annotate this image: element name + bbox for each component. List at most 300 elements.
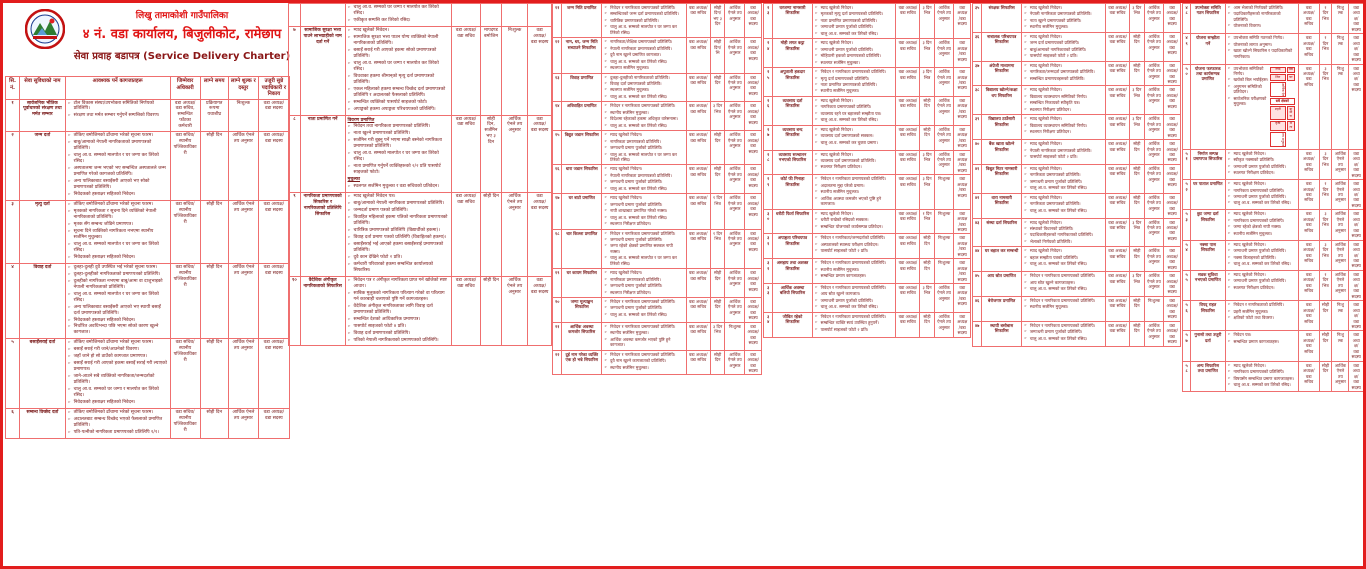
document-item: ➢ आर्थिक अवस्था कमजोर भएको पुष्टि हुने कागजात। bbox=[815, 196, 894, 207]
document-item: ➢ स्थलगत निरीक्षण प्रतिवेदन। bbox=[1228, 170, 1296, 175]
time-required-cell: ३ दिन भित्र bbox=[710, 102, 725, 131]
row-number-cell: १० bbox=[289, 276, 301, 346]
complaint-authority-cell: वडा अध्यक्ष/वडा सदस्य bbox=[1349, 361, 1364, 391]
document-item: ➢ नेपाली नागरिकता प्रमाणपत्रको प्रतिलिपि। bbox=[604, 173, 684, 178]
document-item: ➢ अदालतबाट सम्बन्ध विच्छेद भएको फैसलाको प्रमाणित प्रतिलिपि। bbox=[68, 417, 168, 429]
document-item: ➢ दुवै कान देखिने फोटो २ प्रति। bbox=[348, 255, 450, 261]
responsible-officer-cell: वडा अध्यक्ष/वडा सचिव bbox=[452, 115, 481, 193]
row-number-cell: ३३ bbox=[764, 284, 773, 313]
document-item: ➢ नक्सा डिजाइनको प्रतिलिपि। bbox=[1228, 255, 1296, 260]
document-item: ➢ स्थलगत निरीक्षण प्रतिवेदन। bbox=[1228, 285, 1296, 290]
municipality-name: लिखु तामाकोशी गाउँपालिका bbox=[135, 11, 229, 21]
document-item: ➢ निवेदन तथा नागरिकता प्रमाणपत्रको प्रतिलिपि। bbox=[348, 124, 450, 130]
service-row bbox=[1183, 301, 1364, 331]
row-number-cell: ४ bbox=[6, 263, 20, 339]
document-item: ➢ चालु आ.व. सम्मको कर तिरेको रसिद। bbox=[604, 215, 684, 220]
document-item: ➢ जग्गा रहेको क्षेत्रको नापी नक्सा। bbox=[1228, 224, 1296, 229]
column-header: लाग्ने समय bbox=[200, 77, 228, 100]
document-item: ➢ चालु आ.व. सम्मको कर तिरेको रसिद। bbox=[815, 117, 894, 122]
service-name-cell: विपद् राहत सिफारिस bbox=[1191, 301, 1225, 331]
documents-cell bbox=[812, 125, 896, 150]
complaint-authority-cell: वडा अध्यक्ष/वडा सदस्य bbox=[1164, 86, 1181, 115]
fee-cell: आर्थिक ऐनले तय अनुसार bbox=[1144, 164, 1164, 193]
responsible-officer-cell: वडा अध्यक्ष/वडा सचिव bbox=[452, 276, 481, 346]
service-table-body bbox=[764, 4, 971, 338]
row-number-cell: २४ bbox=[764, 39, 773, 68]
documents-cell bbox=[602, 4, 687, 38]
row-number-cell: ८ bbox=[289, 115, 301, 193]
complaint-authority-cell: वडा अध्यक्ष/वडा सदस्य bbox=[745, 73, 762, 102]
time-required-cell: सोही दिन bbox=[710, 131, 725, 165]
document-item: ➢ चालु आ.व. सम्मको कर तिरेको रसिद। bbox=[815, 31, 894, 36]
document-item: ➢ प्रहरी सर्जमिन मुचुल्का। bbox=[1228, 309, 1296, 314]
document-item: ➢ जग्गाधनी प्रमाण पुर्जाको प्रतिलिपि। bbox=[1228, 278, 1296, 283]
document-item: ➢ स्थलगत निरीक्षण प्रतिवेदन। bbox=[604, 290, 684, 295]
document-item: ➢ आय स्रोत खुल्ने कागजातहरू। bbox=[1024, 280, 1103, 285]
document-item: ➢ चालु आ.व. सम्मको कर तिरेको रसिद। bbox=[1228, 382, 1296, 387]
responsible-officer-cell: वडा अध्यक्ष/वडा सचिव bbox=[896, 4, 920, 39]
service-row bbox=[764, 312, 971, 337]
responsible-officer-cell: वडा अध्यक्ष/वडा सचिव bbox=[686, 4, 710, 38]
document-item: ➢ पतिको नेपाली नागरिकताको प्रमाणपत्रको प्रतिलिपि। bbox=[348, 338, 450, 344]
complaint-authority-cell: वडा अध्यक्ष/वडा सदस्य bbox=[745, 298, 762, 323]
document-item: ➢ म्याद खुलेको निवेदन। bbox=[604, 166, 684, 171]
document-item: ➢ साबिक मुलुकको नागरिकता परित्याग गरेको वा परित्याग गर्न कारबाही चलाएको पुष्टि गर्ने कागजातहरू। bbox=[348, 291, 450, 303]
responsible-officer-cell: वडा अध्यक्ष/वडा सचिव bbox=[686, 269, 710, 298]
fee-rate-rotated-label: आर्थिक ऐन bbox=[1270, 82, 1286, 97]
responsible-officer-cell: वडा अध्यक्ष/वडा सचिव bbox=[1298, 149, 1319, 179]
document-item: ➢ म्याद खुलेको निवेदन। bbox=[1024, 220, 1103, 225]
fee-cell: आर्थिक ऐनले तय अनुसार bbox=[725, 4, 745, 38]
row-number-cell: ११ bbox=[553, 4, 562, 38]
document-item: ➢ म्याद खुलेको निवेदन। bbox=[1228, 211, 1296, 216]
row-number-cell: ५७ bbox=[1183, 331, 1191, 361]
fee-cell: निःशुल्क bbox=[725, 322, 745, 350]
document-item: ➢ म्याद खुलेको निवेदन। bbox=[348, 28, 450, 34]
document-item: ➢ निवेदन र नागरिकता प्रमाणपत्रको प्रतिलिपि। bbox=[604, 299, 684, 304]
document-item: ➢ जग्गाधनी प्रमाण पुर्जाको प्रतिलिपि। bbox=[604, 202, 684, 207]
document-item: ➢ सूचना दिने व्यक्तिको नागरिकता नभएमा स्थानीय सर्जमिन मुचुल्का। bbox=[68, 229, 168, 241]
complaint-authority-cell: वडा अध्यक्ष/वडा सदस्य bbox=[1164, 321, 1181, 346]
documents-cell bbox=[602, 38, 687, 73]
row-number-cell: ५५ bbox=[1183, 270, 1191, 300]
service-name-cell: संस्था दर्ता सिफारिस bbox=[982, 218, 1022, 247]
responsible-officer-cell: वडा अध्यक्ष/वडा सचिव bbox=[1298, 180, 1319, 210]
complaint-authority-cell: वडा अध्यक्ष/वडा सदस्य bbox=[745, 322, 762, 350]
document-item: ➢ आम भेलाको निर्णयको प्रतिलिपि। bbox=[1228, 5, 1296, 10]
document-item: ➢ नापी शाखाबाट प्रमाणित गरेको नक्सा। bbox=[604, 208, 684, 213]
service-name-cell: असहाय तथा अशक्त सिफारिस bbox=[773, 259, 812, 284]
documents-cell bbox=[1021, 32, 1105, 61]
service-row bbox=[553, 38, 762, 73]
ward-office-name: ४ नं. वडा कार्यालय, बिजुलीकोट, रामेछाप bbox=[82, 27, 282, 42]
documents-cell bbox=[602, 322, 687, 350]
service-name-cell: घर बाटो प्रमाणित bbox=[562, 194, 602, 229]
responsible-officer-cell: वडा अध्यक्ष/वडा सचिव, सम्बन्धित फाँटका कर्मचारी bbox=[170, 99, 200, 132]
document-item: ➢ अस्पतालको स्वास्थ्य परीक्षण प्रतिवेदन। bbox=[815, 242, 894, 247]
document-item: ➢ अदालतमा मुद्दा परेको प्रमाण। bbox=[815, 183, 894, 188]
complaint-authority-cell: वडा अध्यक्ष/वडा सदस्य bbox=[258, 99, 289, 132]
responsible-officer-cell: वडा अध्यक्ष/वडा सचिव bbox=[896, 150, 920, 175]
fee-rate-cell: शहरी bbox=[1270, 106, 1286, 120]
time-required-cell: सोही दिन bbox=[920, 234, 934, 259]
service-name-cell: धरौटी फिर्ता सिफारिस bbox=[773, 209, 812, 234]
fee-cell: आर्थिक ऐनले तय अनुसार bbox=[1332, 180, 1349, 210]
column-header: सि.नं. bbox=[6, 77, 20, 100]
time-required-cell: ३ दिन भित्र bbox=[920, 150, 934, 175]
row-number-cell: ४२ bbox=[973, 193, 982, 218]
documents-subheading: विवरण प्रमाणित bbox=[347, 117, 375, 123]
documents-cell bbox=[345, 193, 452, 277]
service-row bbox=[973, 247, 1181, 272]
document-item: ➢ स्थलगत निरीक्षण प्रतिवेदन। bbox=[815, 164, 894, 169]
documents-cell bbox=[602, 102, 687, 131]
fee-cell: निःशुल्क bbox=[228, 99, 258, 132]
document-item: ➢ पासपोर्ट साइजको फोटो २ प्रति। bbox=[815, 248, 894, 253]
service-row bbox=[973, 321, 1181, 346]
document-item: ➢ जग्गाधनी प्रमाण पुर्जाको प्रतिलिपि। bbox=[1228, 164, 1296, 169]
document-item: ➢ जन्मदर्ता प्रमाण पत्रको प्रतिलिपि। bbox=[348, 208, 450, 214]
row-number-cell: १२ bbox=[553, 38, 562, 73]
service-row bbox=[553, 350, 762, 375]
service-row bbox=[973, 140, 1181, 165]
documents-cell bbox=[812, 209, 896, 234]
documents-cell bbox=[812, 68, 896, 97]
service-name-cell: सामाजिक सुरक्षा भत्ता पाउने लाभग्राहीको नाम दर्ता गर्ने bbox=[300, 26, 345, 115]
complaint-authority-cell: वडा अध्यक्ष/वडा सदस्य bbox=[1164, 140, 1181, 165]
document-item: ➢ नाता प्रमाणित प्रमाणपत्रको प्रतिलिपि। bbox=[815, 82, 894, 87]
fee-cell: निःशुल्क bbox=[934, 209, 954, 234]
documents-cell bbox=[1225, 149, 1298, 179]
fee-cell: आर्थिक ऐनले तय अनुसार bbox=[934, 312, 954, 337]
document-item: ➢ निवेदन र नागरिकता प्रमाणपत्रको प्रतिलिपि। bbox=[815, 176, 894, 181]
service-name-cell: धारा जडान सिफारिस bbox=[562, 165, 602, 194]
document-item: ➢ म्याद खुलेको निवेदन। bbox=[1024, 87, 1103, 92]
time-required-cell: सोही दिन bbox=[1319, 331, 1332, 361]
service-row bbox=[764, 175, 971, 209]
service-name-cell: नागरिकता प्रमाणपत्रको सिफारिस र नागरिकताको प्रतिलिपि सिफारिस bbox=[300, 193, 345, 277]
document-item: ➢ सम्बन्धित व्यक्तिको पासपोर्ट साइजको फोटो। bbox=[348, 100, 450, 106]
document-item: ➢ निवेदन पत्र र अंगीकृत नागरिकता प्राप्त गर्न खोजेको स्पष्ट आधार। bbox=[348, 278, 450, 290]
document-item: ➢ निवेदकको हस्ताक्षर सहितको निवेदन। bbox=[68, 400, 168, 406]
document-item: ➢ बसाइँ सराई गरी आएको हकमा सोको प्रमाणपत्रको प्रतिलिपि। bbox=[348, 48, 450, 60]
row-number-cell: ४८ bbox=[1183, 4, 1191, 34]
document-item: ➢ म्याद खुलेको निवेदन पत्र। bbox=[348, 194, 450, 200]
fee-cell: आर्थिक ऐनले तय अनुसार bbox=[1144, 193, 1164, 218]
fee-cell: निःशुल्क bbox=[1332, 64, 1349, 149]
time-required-cell: १ दिन भित्र bbox=[1319, 180, 1332, 210]
document-item: ➢ चालु आ.व. सम्मको मालपोत र घर जग्गा कर तिरेको रसिद। bbox=[68, 292, 168, 304]
document-item: ➢ विषयसँग सम्बन्धित प्रमाण कागजातहरू। bbox=[1228, 376, 1296, 381]
service-row bbox=[553, 165, 762, 194]
time-required-cell: सोही दिन bbox=[1130, 321, 1145, 346]
responsible-officer-cell: वडा अध्यक्ष/वडा सचिव bbox=[686, 298, 710, 323]
document-item: ➢ स्थलगत सर्जमिन मुचुल्का। bbox=[815, 60, 894, 65]
complaint-authority-cell: वडा अध्यक्ष/वडा सदस्य bbox=[954, 39, 971, 68]
fee-cell: आर्थिक ऐनले तय अनुसार bbox=[228, 132, 258, 201]
time-required-cell: सोही दिन bbox=[480, 276, 501, 346]
document-item: ➢ नागरिकता प्रमाणपत्रको प्रतिलिपि। bbox=[604, 277, 684, 282]
document-item: ➢ मृत्यु दर्ता प्रमाणपत्रको प्रतिलिपि। bbox=[815, 76, 894, 81]
document-item: ➢ जहाँ जाने हो सो ठाउँको कागजात प्रमाणपत्र। bbox=[68, 354, 168, 360]
service-name-cell: उपभोक्ता समिति गठन सिफारिस bbox=[1191, 4, 1225, 34]
document-item: ➢ जग्गाधनी प्रमाण पुर्जाको प्रतिलिपि। bbox=[1024, 179, 1103, 184]
responsible-officer-cell: वडा सचिव/स्थानीय पञ्जिकाधिकारी bbox=[170, 263, 200, 339]
document-item: ➢ म्याद खुलेको निवेदन। bbox=[815, 127, 894, 132]
document-item: ➢ मृतक सँग सम्बन्ध जोडिने प्रमाणपत्र। bbox=[68, 222, 168, 228]
time-required-cell: ३ दिन भित्र bbox=[920, 284, 934, 313]
row-number-cell: २ bbox=[6, 132, 20, 201]
service-name-cell: मोही लगत कट्टा सिफारिस bbox=[773, 39, 812, 68]
fee-rate-cell: नगद bbox=[1270, 67, 1286, 74]
fee-cell: आर्थिक ऐनले तय अनुसार bbox=[725, 102, 745, 131]
document-item: ➢ चालु आ.व. सम्मको मालपोत र घर जग्गा कर तिरेको रसिद। bbox=[348, 151, 450, 163]
service-row bbox=[553, 4, 762, 38]
fee-rate-cell: जिन bbox=[1270, 74, 1286, 81]
service-name-cell: गुनासो तथा उजुरी दर्ता bbox=[1191, 331, 1225, 361]
document-item: ➢ पासपोर्ट साइजको फोटो २ प्रति। bbox=[815, 327, 894, 332]
complaint-authority-cell: वडा अध्यक्ष/वडा सदस्य bbox=[1349, 149, 1364, 179]
time-required-cell: सोही दिन bbox=[710, 165, 725, 194]
document-item: ➢ विवाह दर्ता प्रमाणपत्रको प्रतिलिपि। bbox=[604, 81, 684, 86]
documents-cell bbox=[812, 234, 896, 259]
document-item: ➢ म्याद खुलेको निवेदन। bbox=[1228, 181, 1296, 186]
document-item: ➢ विद्यालय व्यवस्थापन समितिको निर्णय। bbox=[1024, 123, 1103, 128]
time-required-cell: सोही दिन bbox=[710, 73, 725, 102]
service-name-cell: निर्माण सम्पन्न प्रमाणपत्र सिफारिस bbox=[1191, 149, 1225, 179]
document-item: ➢ खाता खोल्ने सिफारिस र पदाधिकारीको नागरिकता। bbox=[1228, 48, 1296, 59]
service-row bbox=[764, 39, 971, 68]
document-item: ➢ योजनाको विवरण। bbox=[1228, 23, 1296, 28]
complaint-authority-cell: वडा अध्यक्ष/वडा सदस्य bbox=[954, 259, 971, 284]
document-item: ➢ जग्गाधनी प्रमाण पुर्जाको प्रतिलिपि। bbox=[604, 145, 684, 150]
document-item: ➢ निवेदन र नागरिकता प्रमाणपत्रको प्रतिलिपि। bbox=[815, 260, 894, 265]
document-item: ➢ अन्य पालिकाबाट बसाइँसरी आएको भए सोको प्रमाणपत्रको प्रतिलिपि। bbox=[68, 179, 168, 191]
document-item: ➢ चालु आ.व. सम्मको कर तिरेको रसिद। bbox=[1024, 261, 1103, 266]
service-name-cell: अपुताली हकदार सिफारिस bbox=[773, 68, 812, 97]
responsible-officer-cell: वडा अध्यक्ष/वडा सचिव bbox=[896, 68, 920, 97]
document-item: ➢ सम्बन्धित प्रमाणपत्रहरूको प्रतिलिपि। bbox=[1024, 76, 1103, 81]
fee-cell: निःशुल्क bbox=[502, 26, 528, 115]
time-required-cell: सोही दिन, सर्जमिन भए ३ दिन bbox=[480, 115, 501, 193]
complaint-authority-cell: वडा अध्यक्ष/वडा सदस्य bbox=[1349, 331, 1364, 361]
service-row bbox=[6, 339, 290, 409]
document-item: ➢ निवेदन र नागरिकता प्रमाणपत्रको प्रतिलिपि। bbox=[1024, 298, 1103, 303]
responsible-officer-cell: वडा अध्यक्ष/वडा सचिव bbox=[1106, 32, 1130, 61]
documents-cell bbox=[1021, 164, 1105, 193]
time-required-cell: ३ दिन भित्र bbox=[920, 39, 934, 68]
documents-cell bbox=[602, 269, 687, 298]
service-name-cell: जन्म दर्ता bbox=[20, 132, 65, 201]
responsible-officer-cell: वडा अध्यक्ष/वडा सचिव bbox=[896, 209, 920, 234]
complaint-authority-cell: वडा अध्यक्ष/वडा सदस्य bbox=[258, 201, 289, 264]
responsible-officer-cell: वडा अध्यक्ष/वडा सचिव bbox=[1298, 34, 1319, 64]
service-table-body bbox=[1183, 4, 1364, 392]
document-item: ➢ दुलहा-दुलहीको नागरिकताको प्रतिलिपि। bbox=[604, 75, 684, 80]
document-item: ➢ स्थानीय सर्जमिन मुचुल्का। bbox=[1024, 304, 1103, 309]
document-item: ➢ स्वीकृत नक्साको प्रतिलिपि। bbox=[1228, 157, 1296, 162]
row-number-cell: २५ bbox=[764, 68, 773, 97]
complaint-authority-cell: वडा अध्यक्ष/वडा सदस्य bbox=[954, 125, 971, 150]
document-item: ➢ सम्बन्धितको जन्म दर्ता प्रमाणपत्रको प्रतिलिपि। bbox=[604, 11, 684, 16]
fee-cell: आर्थिक ऐनले तय अनुसार bbox=[1144, 247, 1164, 272]
documents-cell bbox=[1021, 140, 1105, 165]
responsible-officer-cell: वडा अध्यक्ष/वडा सचिव bbox=[1298, 64, 1319, 149]
responsible-officer-cell: वडा अध्यक्ष/वडा सचिव bbox=[1106, 218, 1130, 247]
row-number-cell: ३२ bbox=[764, 259, 773, 284]
service-row bbox=[973, 164, 1181, 193]
row-number-cell: ७ bbox=[289, 26, 301, 115]
time-required-cell: सोही दिन bbox=[920, 96, 934, 125]
service-name-cell: घर कायम सिफारिस bbox=[562, 269, 602, 298]
document-item: ➢ जग्गाधनी प्रमाण पुर्जाको प्रतिलिपि। bbox=[604, 237, 684, 242]
fee-cell: आर्थिक ऐनले तय अनुसार bbox=[725, 38, 745, 73]
fee-cell: आर्थिक ऐनले तय अनुसार bbox=[228, 263, 258, 339]
documents-cell bbox=[812, 4, 896, 39]
document-item: ➢ म्याद खुलेको निवेदन। bbox=[1228, 363, 1296, 368]
service-table-body bbox=[973, 4, 1181, 347]
document-item: ➢ चालु आ.व. सम्मको घर जग्गा र मालपोत कर तिरेको रसिद। bbox=[68, 387, 168, 399]
document-item: ➢ दुलहा-दुलही दुवै उपस्थित भई भरेको सूचना फारम। bbox=[68, 265, 168, 271]
row-number-cell: १३ bbox=[553, 73, 562, 102]
row-number-cell: २१ bbox=[553, 322, 562, 350]
documents-cell bbox=[602, 350, 687, 375]
responsible-officer-cell: वडा अध्यक्ष/वडा सचिव bbox=[686, 38, 710, 73]
time-required-cell: प्रक्रियागत रूपमा यथाशीघ्र bbox=[200, 99, 228, 132]
document-item: ➢ म्याद खुलेको निवेदन। bbox=[815, 211, 894, 216]
fee-cell: आर्थिक ऐनले तय अनुसार bbox=[1144, 115, 1164, 140]
charter-column-1 bbox=[5, 76, 290, 564]
responsible-officer-cell: वडा अध्यक्ष/वडा सचिव bbox=[686, 322, 710, 350]
complaint-authority-cell: वडा अध्यक्ष/वडा सदस्य bbox=[745, 102, 762, 131]
document-item: ➢ एकल महिलाको हकमा सम्बन्ध विच्छेद दर्ता प्रमाणपत्रको प्रतिलिपि र अदालतको फैसलाको प्रतिलिपि। bbox=[348, 87, 450, 99]
service-name-cell: विवाह दर्ता bbox=[20, 263, 65, 339]
service-row bbox=[973, 193, 1181, 218]
time-required-cell bbox=[480, 4, 501, 27]
fee-cell: निःशुल्क bbox=[934, 234, 954, 259]
fee-rate-cell: कृषि bbox=[1270, 121, 1286, 131]
document-item: ➢ म्याद खुलेको निवेदन। bbox=[1024, 63, 1103, 68]
service-name-cell: आय स्रोत प्रमाणित bbox=[982, 272, 1022, 297]
documents-cell bbox=[812, 312, 896, 337]
fee-cell: आर्थिक ऐनले तय अनुसार bbox=[725, 73, 745, 102]
document-item: ➢ मोहियानी हकको प्रमाणपत्रको प्रतिलिपि। bbox=[815, 53, 894, 58]
time-required-cell: ३ दिन भित्र bbox=[1130, 4, 1145, 33]
documents-cell bbox=[602, 73, 687, 102]
service-name-cell: बैंक खाता खोल्ने सिफारिस bbox=[982, 140, 1022, 165]
row-number-cell: ४९ bbox=[1183, 34, 1191, 64]
complaint-authority-cell: वडा अध्यक्ष/वडा सदस्य bbox=[1349, 34, 1364, 64]
service-table bbox=[972, 3, 1181, 347]
complaint-authority-cell: वडा अध्यक्ष/वडा सदस्य bbox=[745, 350, 762, 375]
fee-cell: आर्थिक ऐनले तय अनुसार bbox=[1332, 149, 1349, 179]
document-item: ➢ नाता प्रमाणित गर्नुपर्ने व्यक्तिहरूको २/२ प्रति पासपोर्ट साइजको फोटो। bbox=[348, 164, 450, 176]
document-item: ➢ विवाहित महिलाको हकमा पतिको नागरिकता प्रमाणपत्रको प्रतिलिपि। bbox=[348, 215, 450, 227]
document-item: ➢ जन्म दर्ता प्रमाणपत्रको प्रतिलिपि। bbox=[1024, 40, 1103, 45]
documents-cell bbox=[1021, 218, 1105, 247]
time-required-cell: १ दिन भित्र bbox=[710, 194, 725, 229]
service-name-cell: योजना सम्झौता गर्ने bbox=[1191, 34, 1225, 64]
responsible-officer-cell: वडा अध्यक्ष/वडा सचिव bbox=[896, 175, 920, 209]
document-item: ➢ पासपोर्ट साइजको फोटो २ प्रति। bbox=[1024, 154, 1103, 159]
complaint-authority-cell: वडा अध्यक्ष/वडा सदस्य bbox=[954, 150, 971, 175]
service-row bbox=[553, 131, 762, 165]
document-item: ➢ नाता खुल्ने प्रमाणपत्रको प्रतिलिपि। bbox=[1024, 18, 1103, 23]
document-item: ➢ नागरिकता प्रमाणपत्रको प्रतिलिपि। bbox=[1024, 172, 1103, 177]
time-required-cell: ३ दिन भित्र bbox=[1130, 115, 1145, 140]
responsible-officer-cell: वडा अध्यक्ष/वडा सचिव bbox=[686, 73, 710, 102]
complaint-authority-cell: वडा अध्यक्ष/वडा सदस्य bbox=[1164, 247, 1181, 272]
row-number-cell: ५२ bbox=[1183, 180, 1191, 210]
time-required-cell: सोही दिन bbox=[1319, 301, 1332, 331]
service-table bbox=[1182, 3, 1364, 392]
time-required-cell: ३ दिन भित्र bbox=[1130, 272, 1145, 297]
service-row bbox=[6, 99, 290, 132]
time-required-cell: सोही दिन bbox=[1130, 61, 1145, 86]
fee-cell: आर्थिक ऐनले तय अनुसार bbox=[725, 298, 745, 323]
documents-cell bbox=[65, 339, 170, 409]
document-item: ➢ स्थानीय सर्जमिन मुचुल्का। bbox=[1024, 24, 1103, 29]
fee-cell: निःशुल्क bbox=[934, 259, 954, 284]
document-item: ➢ नागरिकता प्रमाणपत्रको प्रतिलिपि। bbox=[1228, 188, 1296, 193]
document-item: ➢ निवेदन र नागरिकता प्रमाणपत्रको प्रतिलिपि। bbox=[815, 285, 894, 290]
document-item: ➢ स्थलगत सर्जमिन मुचुल्का। bbox=[604, 87, 684, 92]
document-item: ➢ जग्गाधनी प्रमाण पुर्जाको प्रतिलिपि। bbox=[1228, 194, 1296, 199]
document-item: ➢ बाबु/आमाको नेपाली नागरिकता प्रमाणपत्रको प्रतिलिपि। bbox=[348, 201, 450, 207]
time-required-cell: ३ दिन भित्र bbox=[920, 4, 934, 39]
column-header: सेवा सुविधाको नाम bbox=[20, 77, 65, 100]
complaint-authority-cell: वडा अध्यक्ष/वडा सदस्य bbox=[1164, 115, 1181, 140]
row-number-cell: ३७ bbox=[973, 61, 982, 86]
document-item: ➢ चारित्रिक प्रमाणपत्रको प्रतिलिपि (विद्यार्थीको हकमा)। bbox=[348, 228, 450, 234]
service-row bbox=[973, 61, 1181, 86]
document-item: ➢ स्थलगत सर्जमिन मुचुल्का र वडा सचिवको प्रतिवेदन। bbox=[348, 184, 450, 190]
documents-cell bbox=[65, 132, 170, 201]
fee-cell: आर्थिक ऐनले तय अनुसार bbox=[1144, 321, 1164, 346]
document-item: ➢ पदाधिकारीहरूको नागरिकताको प्रतिलिपि। bbox=[1228, 11, 1296, 22]
service-row bbox=[1183, 210, 1364, 240]
document-item: ➢ पासपोर्ट साइजको फोटो २ प्रति। bbox=[1024, 53, 1103, 58]
document-item: ➢ सर्जमिन गरी बुझ्नु पर्ने भएमा साक्षी बस्नेको नागरिकता प्रमाणपत्रको प्रतिलिपि। bbox=[348, 138, 450, 150]
documents-cell bbox=[1225, 270, 1298, 300]
document-item: ➢ टोल विकास संस्था/उपभोक्ता समितिको निर्णयको प्रतिलिपि। bbox=[68, 101, 168, 113]
responsible-officer-cell: वडा अध्यक्ष/वडा सचिव bbox=[1106, 86, 1130, 115]
responsible-officer-cell: वडा अध्यक्ष/वडा सचिव bbox=[686, 165, 710, 194]
fee-cell: आर्थिक ऐनले तय अनुसार bbox=[1144, 4, 1164, 33]
service-name-cell: विवाह प्रमाणित bbox=[562, 73, 602, 102]
service-name-cell: जग्गा मूल्याङ्कन सिफारिस bbox=[562, 298, 602, 323]
time-required-cell: सोही दिन/भए ३ दिन bbox=[710, 4, 725, 38]
document-item: ➢ अपाङ्गको हकमा अपाङ्गता परिचयपत्रको प्रतिलिपि। bbox=[348, 107, 450, 113]
document-item: ➢ म्याद खुलेको निवेदन। bbox=[1024, 34, 1103, 39]
time-required-cell: ३ दिन भित्र bbox=[1319, 149, 1332, 179]
document-item: ➢ चालु आ.व. सम्मको कर चुक्ता प्रमाण। bbox=[815, 140, 894, 145]
documents-cell bbox=[602, 165, 687, 194]
document-item: ➢ भेलाको निर्णयको प्रतिलिपि। bbox=[1024, 239, 1103, 244]
document-item: ➢ कर्मचारी परिवारको हकमा सम्बन्धित कार्यालयको सिफारिस। bbox=[348, 262, 450, 274]
complaint-authority-cell: वडा अध्यक्ष/वडा सदस्य bbox=[954, 234, 971, 259]
row-number-cell: २८ bbox=[764, 150, 773, 175]
service-name-cell: जन्म मिति प्रमाणित bbox=[562, 4, 602, 38]
column-header: आवश्यक पर्ने कागजातहरू bbox=[65, 77, 170, 100]
documents-cell bbox=[65, 99, 170, 132]
documents-cell bbox=[602, 298, 687, 323]
service-row bbox=[289, 193, 552, 277]
document-item: ➢ बसाइँ सराई गरी आएको हकमा बसाइँ सराई गरी ल्याएको प्रमाणपत्र। bbox=[68, 361, 168, 373]
fee-cell: आर्थिक ऐनले तय अनुसार bbox=[502, 276, 528, 346]
service-row bbox=[289, 4, 552, 27]
documents-cell bbox=[812, 259, 896, 284]
